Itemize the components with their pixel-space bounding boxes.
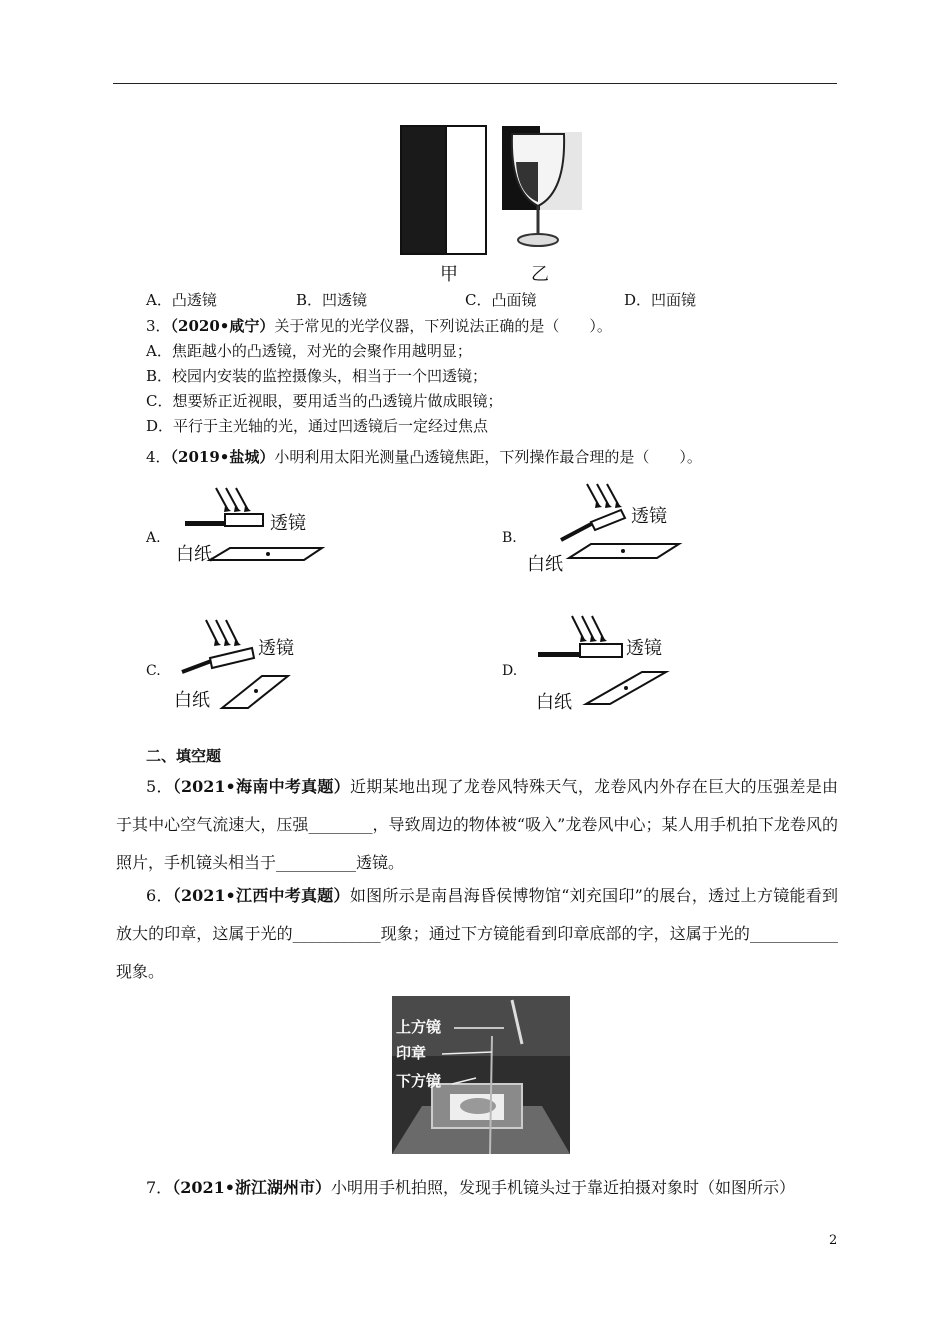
q5-paragraph	[116, 768, 838, 882]
page-number: 2	[829, 1233, 838, 1248]
q2-option-c: C．凸面镜	[465, 291, 537, 309]
q6-photo-label-lower-mirror: 下方镜	[396, 1072, 442, 1090]
q4-option-b-figure	[525, 480, 685, 575]
q3-stem	[146, 315, 612, 336]
q4-option-b-lens-label: 透镜	[631, 506, 667, 527]
q4-option-d-lens-label: 透镜	[626, 638, 662, 659]
q6-paragraph	[116, 877, 838, 991]
q5-blank-1: ________	[308, 815, 373, 834]
q7-number: 7．	[146, 1178, 173, 1197]
figure-label-yi: 乙	[531, 264, 549, 285]
q4-option-d-figure	[530, 612, 690, 714]
q4-option-c-letter: C.	[146, 663, 161, 679]
q3-option-c: C．想要矫正近视眼，要用适当的凸透镜片做成眼镜；	[146, 392, 503, 410]
q3-option-d: D．平行于主光轴的光，通过凹透镜后一定经过焦点	[146, 417, 489, 435]
q2-option-a: A．凸透镜	[146, 291, 217, 309]
header-rule	[113, 83, 837, 84]
q5-number: 5．	[146, 777, 173, 796]
q4-option-d-letter: D.	[502, 663, 518, 679]
q5-blank-2: __________	[276, 853, 357, 872]
q6-number: 6．	[146, 886, 173, 905]
q3-option-b: B．校园内安装的监控摄像头，相当于一个凹透镜；	[146, 367, 488, 385]
figure-jia-yi-drawing	[398, 122, 588, 287]
q4-option-a-letter: A.	[146, 530, 161, 546]
q6-text-2: 现象；通过下方镜能看到印章底部的字，这属于光的	[380, 924, 750, 943]
q6-photo-label-upper-mirror: 上方镜	[396, 1018, 442, 1036]
q4-option-a-lens-label: 透镜	[270, 513, 306, 534]
q4-option-c-lens-label: 透镜	[258, 638, 294, 659]
q2-option-b: B．凹透镜	[296, 291, 368, 309]
q4-option-c-figure	[170, 614, 330, 714]
q2-option-d: D．凹面镜	[624, 291, 697, 309]
q7-stem	[146, 1175, 795, 1198]
q6-blank-1: ___________	[292, 924, 381, 943]
figure-jia-yi	[398, 122, 588, 287]
q4-option-b-letter: B.	[502, 530, 517, 546]
q6-text-3: 现象。	[116, 962, 165, 981]
q5-text-1: 近期某地出现了龙卷风特殊天气，龙卷风内外存在巨大的压强差是由于其中心空气流速大，压强	[116, 777, 838, 834]
q3-text: 关于常见的光学仪器，下列说法正确的是（ ）。	[274, 317, 612, 335]
section-title-fill-in: 二、填空题	[146, 747, 222, 765]
q4-number: 4．	[146, 448, 171, 466]
q4-option-a-paper-label: 白纸	[176, 544, 212, 565]
q4-option-a-figure	[170, 484, 330, 574]
q6-exhibit-photo	[392, 996, 570, 1154]
q5-source: （2021•海南中考真题）	[172, 777, 350, 796]
q5-text-2: ，导致周边的物体被“吸入”龙卷风中心；某人用手机拍下龙卷风的照片，手机镜头相当于	[116, 815, 838, 872]
q6-text-1: 如图所示是南昌海昏侯博物馆“刘充国印”的展台，透过上方镜能看到放大的印章，这属于光的	[116, 886, 838, 943]
q6-blank-2: ___________	[749, 924, 838, 943]
q4-text: 小明利用太阳光测量凸透镜焦距，下列操作最合理的是（ ）。	[274, 448, 702, 466]
q7-source: （2021•浙江湖州市）	[172, 1178, 331, 1197]
q5-text-3: 透镜。	[356, 853, 405, 872]
q4-stem	[146, 446, 702, 467]
q3-option-a: A．焦距越小的凸透镜，对光的会聚作用越明显；	[146, 342, 472, 360]
q4-option-d-paper-label: 白纸	[536, 692, 572, 713]
q3-number: 3．	[146, 317, 171, 335]
q6-source: （2021•江西中考真题）	[172, 886, 350, 905]
q4-option-b-paper-label: 白纸	[527, 554, 563, 575]
figure-label-jia: 甲	[440, 264, 458, 285]
q4-source: （2019•盐城）	[170, 448, 275, 466]
q3-source: （2020•咸宁）	[170, 317, 275, 335]
q4-option-c-paper-label: 白纸	[174, 690, 210, 711]
q7-text: 小明用手机拍照，发现手机镜头过于靠近拍摄对象时（如图所示）	[330, 1178, 795, 1197]
q6-photo-label-seal: 印章	[396, 1044, 427, 1062]
